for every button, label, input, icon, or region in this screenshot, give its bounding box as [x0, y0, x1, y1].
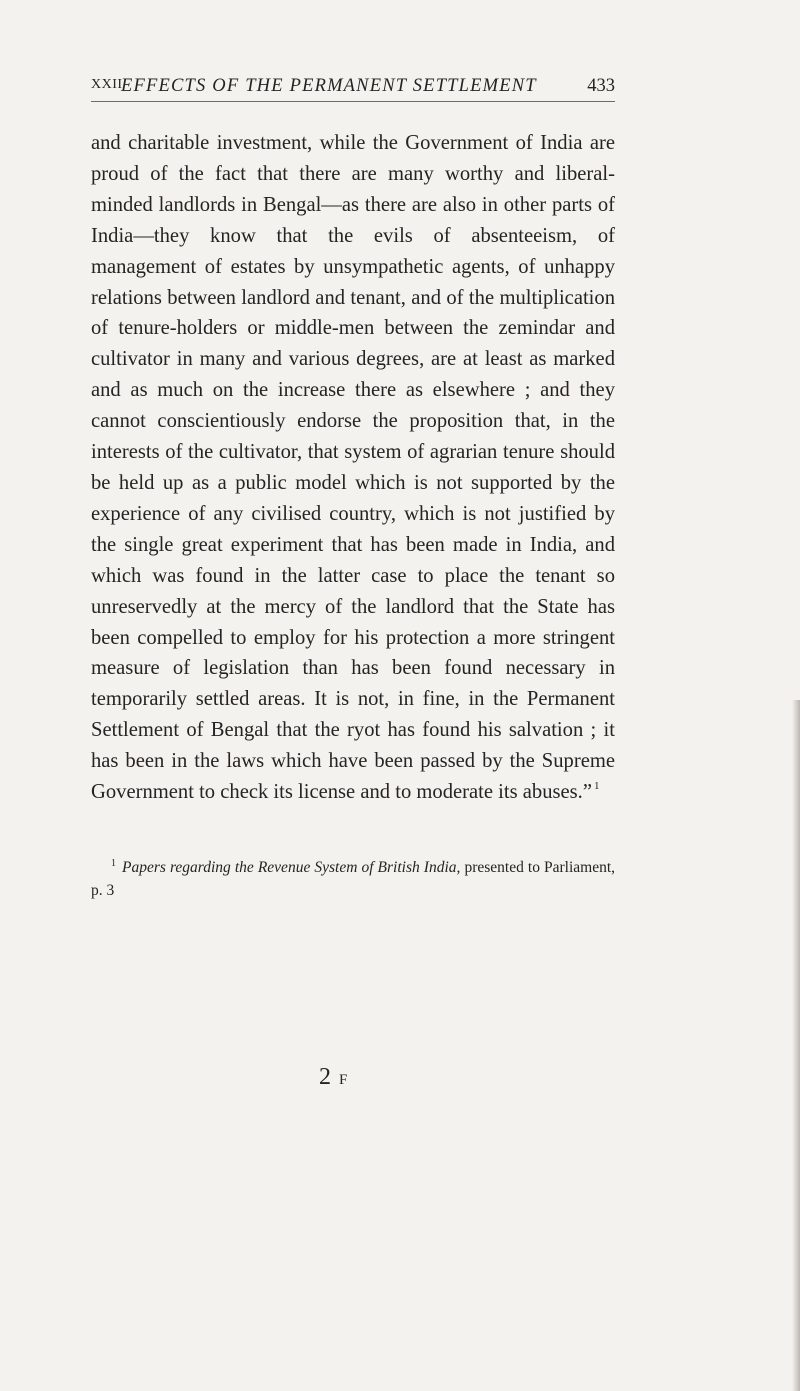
running-head-title: EFFECTS OF THE PERMANENT SETTLEMENT: [121, 76, 537, 96]
footnote-text: presented to Parliament, p. 3: [91, 859, 616, 899]
signature-number: 2: [319, 1064, 333, 1090]
footnote: [91, 857, 615, 902]
page-number: 433: [587, 76, 615, 96]
footnote-paragraph: [91, 857, 615, 902]
body-paragraph-text: and charitable investment, while the Government of India are proud of the fact that there are many worthy and liberal-minded landlords in Bengal—as there are also in other parts of India—they know that the evils of absenteeism, of management of estates by unsympathetic agents, of unhappy relations between landlord and tenant, and of the multiplication of tenure-holders or middle-men between the zemindar and cultivator in many and various degrees, are at least as marked and as much on the increase there as elsewhere ; and they cannot conscientiously endorse the proposition that, in the interests of the cultivator, that system of agrarian tenure should be held up as a public model which is not supported by the experience of any civilised country, which is not justified by the single great experiment that has been made in India, and which was found in the latter case to place the tenant so unreservedly at the mercy of the landlord that the State has been compelled to employ for his protection a more stringent measure of legislation than has been found necessary in temporarily settled areas. It is not, in fine, in the Permanent Settlement of Bengal that the ryot has found his salvation ; it has been in the laws which have been passed by the Supreme Government to check its license and to moderate its abuses.”: [91, 132, 615, 804]
running-head: [91, 76, 615, 102]
signature-mark: [319, 1064, 419, 1091]
footnote-reference: 1: [593, 780, 600, 793]
binding-shadow: [792, 700, 800, 1391]
header-rule: [91, 101, 615, 102]
body-text: [91, 128, 615, 808]
footnote-number: 1: [111, 858, 116, 869]
signature-letter: F: [339, 1072, 349, 1088]
running-head-chapter: XXII: [91, 77, 123, 92]
footnote-title: Papers regarding the Revenue System of British India,: [122, 859, 461, 876]
body-paragraph: [91, 128, 615, 808]
